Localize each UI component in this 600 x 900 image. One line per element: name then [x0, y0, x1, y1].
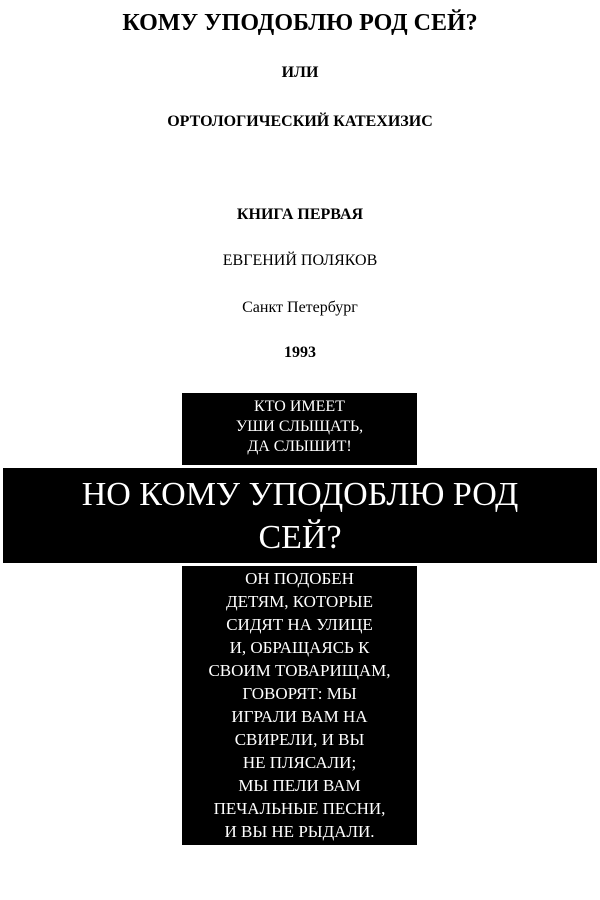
author-name: ЕВГЕНИЙ ПОЛЯКОВ — [222, 252, 378, 269]
cross-bottom-line: И ВЫ НЕ РЫДАЛИ. — [224, 822, 375, 841]
title-connector: ИЛИ — [281, 64, 319, 81]
cross-bottom-line: ГОВОРЯТ: МЫ — [242, 684, 357, 703]
cross-bottom-line: И, ОБРАЩАЯСЬ К — [229, 638, 370, 657]
cross-bottom-line: ОН ПОДОБЕН — [245, 569, 354, 588]
page-title: КОМУ УПОДОБЛЮ РОД СЕЙ? — [122, 10, 478, 36]
cross-bottom-line: НЕ ПЛЯСАЛИ; — [242, 753, 357, 772]
cross-bottom-line: МЫ ПЕЛИ ВАМ — [238, 776, 361, 795]
cross-bottom-line: СВОИМ ТОВАРИЩАМ, — [208, 661, 391, 680]
cross-bar-line: НО КОМУ УПОДОБЛЮ РОД — [81, 476, 519, 513]
cross-bottom-line: СВИРЕЛИ, И ВЫ — [234, 730, 365, 749]
publication-city: Санкт Петербург — [242, 299, 358, 316]
cross-bottom-block — [182, 566, 417, 845]
publication-year: 1993 — [284, 344, 316, 361]
cross-bar-block — [3, 468, 597, 563]
cross-bottom-line: ДЕТЯМ, КОТОРЫЕ — [226, 592, 373, 611]
subtitle: ОРТОЛОГИЧЕСКИЙ КАТЕХИЗИС — [167, 113, 433, 130]
cross-top-line: ДА СЛЫШИТ! — [247, 438, 352, 455]
cross-top-line: КТО ИМЕЕТ — [254, 398, 345, 415]
cross-bottom-line: СИДЯТ НА УЛИЦЕ — [226, 615, 373, 634]
cross-bar-line: СЕЙ? — [258, 519, 342, 556]
cross-bottom-line: ПЕЧАЛЬНЫЕ ПЕСНИ, — [213, 799, 386, 818]
cross-bottom-line: ИГРАЛИ ВАМ НА — [231, 707, 368, 726]
cross-top-block — [182, 393, 417, 465]
book-number: КНИГА ПЕРВАЯ — [236, 206, 364, 223]
cross-top-line: УШИ СЛЫЩАТЬ, — [235, 418, 364, 435]
